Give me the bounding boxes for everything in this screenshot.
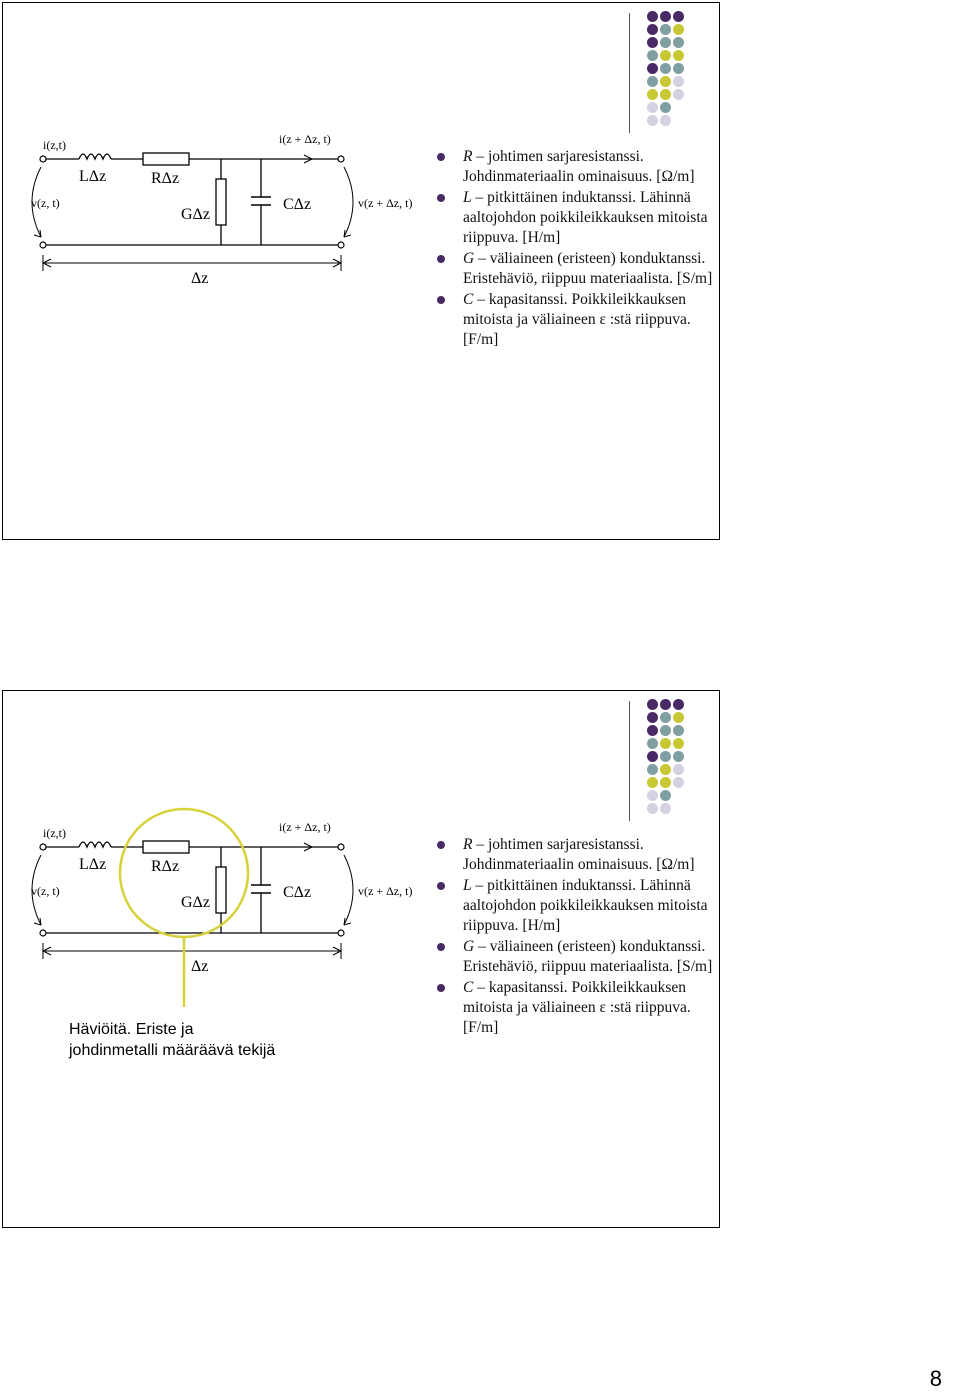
label-i-in: i(z,t): [43, 138, 66, 152]
decorative-dot: [647, 76, 658, 87]
label-L: LΔz: [79, 856, 107, 873]
list-item: G – väliaineen (eristeen) konduktanssi. Eristehäviö, riippuu materiaalista. [S/m]: [435, 937, 717, 977]
list-item: G – väliaineen (eristeen) konduktanssi. Eristehäviö, riippuu materiaalista. [S/m]: [435, 249, 717, 289]
bullet-icon: [437, 984, 445, 992]
conductance-symbol: [216, 867, 226, 913]
bullet-icon: [437, 194, 445, 202]
decorative-dot: [660, 115, 671, 126]
conductance-symbol: [216, 179, 226, 225]
label-i-in: i(z,t): [43, 826, 66, 840]
decorative-dot: [673, 764, 684, 775]
decorative-dot: [660, 803, 671, 814]
decorative-dot: [647, 11, 658, 22]
decorative-dot: [660, 777, 671, 788]
bullet-icon: [437, 255, 445, 263]
decorative-dot: [660, 89, 671, 100]
bullet-icon: [437, 882, 445, 890]
list-item: L – pitkittäinen induktanssi. Lähinnä aaltojohdon poikkileikkauksen mitoista riippuva. [H/m]: [435, 876, 717, 936]
list-item: C – kapasitanssi. Poikkileikkauksen mitoista ja väliaineen ε :stä riippuva. [F/m]: [435, 290, 717, 350]
label-R: RΔz: [151, 858, 180, 875]
slide-2: [2, 690, 720, 1228]
label-G: GΔz: [181, 894, 210, 911]
label-C: CΔz: [283, 196, 312, 213]
decorative-dot: [647, 699, 658, 710]
decorative-dot: [660, 738, 671, 749]
decorative-dot: [660, 790, 671, 801]
decorative-dot: [673, 89, 684, 100]
decorative-dot: [647, 777, 658, 788]
decorative-dot: [660, 751, 671, 762]
slide-1: [2, 2, 720, 540]
bullet-icon: [437, 153, 445, 161]
decorative-dot: [673, 24, 684, 35]
decorative-dot: [673, 76, 684, 87]
decorative-dot: [647, 63, 658, 74]
list-item: L – pitkittäinen induktanssi. Lähinnä aaltojohdon poikkileikkauksen mitoista riippuva. [H/m]: [435, 188, 717, 248]
decorative-dot: [647, 115, 658, 126]
label-R: RΔz: [151, 170, 180, 187]
decorative-dot: [660, 764, 671, 775]
decorative-dot: [647, 50, 658, 61]
label-v-in: v(z, t): [31, 884, 60, 898]
decorative-dot: [673, 11, 684, 22]
bullet-icon: [437, 841, 445, 849]
decorative-dot: [673, 37, 684, 48]
decorative-dot: [647, 751, 658, 762]
transmission-line-circuit: [21, 121, 431, 381]
decorative-dot: [647, 102, 658, 113]
decorative-dot: [660, 725, 671, 736]
decorative-dot: [673, 712, 684, 723]
decorative-dot: [647, 24, 658, 35]
label-i-out: i(z + Δz, t): [279, 132, 331, 146]
decorative-dot: [673, 50, 684, 61]
resistor-symbol: [143, 841, 189, 853]
list-item: R – johtimen sarjaresistanssi. Johdinmateriaalin ominaisuus. [Ω/m]: [435, 147, 717, 187]
capacitor-symbol: [251, 885, 271, 893]
decorative-dot: [673, 751, 684, 762]
decorative-dot: [660, 712, 671, 723]
capacitor-symbol: [251, 197, 271, 205]
decorative-dot: [647, 725, 658, 736]
label-v-in: v(z, t): [31, 196, 60, 210]
decorative-dot: [647, 89, 658, 100]
page-number: 8: [929, 1366, 942, 1391]
loss-annotation: Häviöitä. Eriste ja johdinmetalli määräävä tekijä: [69, 1021, 276, 1059]
highlight-circle: [120, 809, 248, 937]
decorative-dot-grid: [641, 11, 717, 121]
decorative-dot: [660, 63, 671, 74]
label-v-out: v(z + Δz, t): [358, 196, 413, 210]
inductor-symbol: [79, 842, 111, 847]
decorative-dot: [673, 63, 684, 74]
label-G: GΔz: [181, 206, 210, 223]
label-dz: Δz: [191, 270, 209, 287]
label-i-out: i(z + Δz, t): [279, 820, 331, 834]
decorative-dot: [660, 102, 671, 113]
decorative-dot: [660, 11, 671, 22]
list-item: C – kapasitanssi. Poikkileikkauksen mitoista ja väliaineen ε :stä riippuva. [F/m]: [435, 978, 717, 1038]
label-C: CΔz: [283, 884, 312, 901]
bullet-icon: [437, 943, 445, 951]
decorative-dot: [647, 764, 658, 775]
parameter-list: [435, 835, 717, 1039]
decorative-dot: [660, 50, 671, 61]
label-L: LΔz: [79, 168, 107, 185]
decorative-dot: [673, 725, 684, 736]
divider-line: [629, 13, 630, 133]
resistor-symbol: [143, 153, 189, 165]
decorative-dot: [647, 790, 658, 801]
decorative-dot: [660, 76, 671, 87]
decorative-dot: [647, 37, 658, 48]
divider-line: [629, 701, 630, 821]
label-dz: Δz: [191, 958, 209, 975]
inductor-symbol: [79, 154, 111, 159]
decorative-dot: [660, 24, 671, 35]
decorative-dot: [673, 738, 684, 749]
decorative-dot: [647, 803, 658, 814]
label-v-out: v(z + Δz, t): [358, 884, 413, 898]
decorative-dot: [673, 777, 684, 788]
list-item: R – johtimen sarjaresistanssi. Johdinmateriaalin ominaisuus. [Ω/m]: [435, 835, 717, 875]
decorative-dot-grid: [641, 699, 717, 809]
decorative-dot: [660, 699, 671, 710]
bullet-icon: [437, 296, 445, 304]
decorative-dot: [673, 699, 684, 710]
parameter-list: [435, 147, 717, 351]
decorative-dot: [647, 738, 658, 749]
decorative-dot: [647, 712, 658, 723]
decorative-dot: [660, 37, 671, 48]
